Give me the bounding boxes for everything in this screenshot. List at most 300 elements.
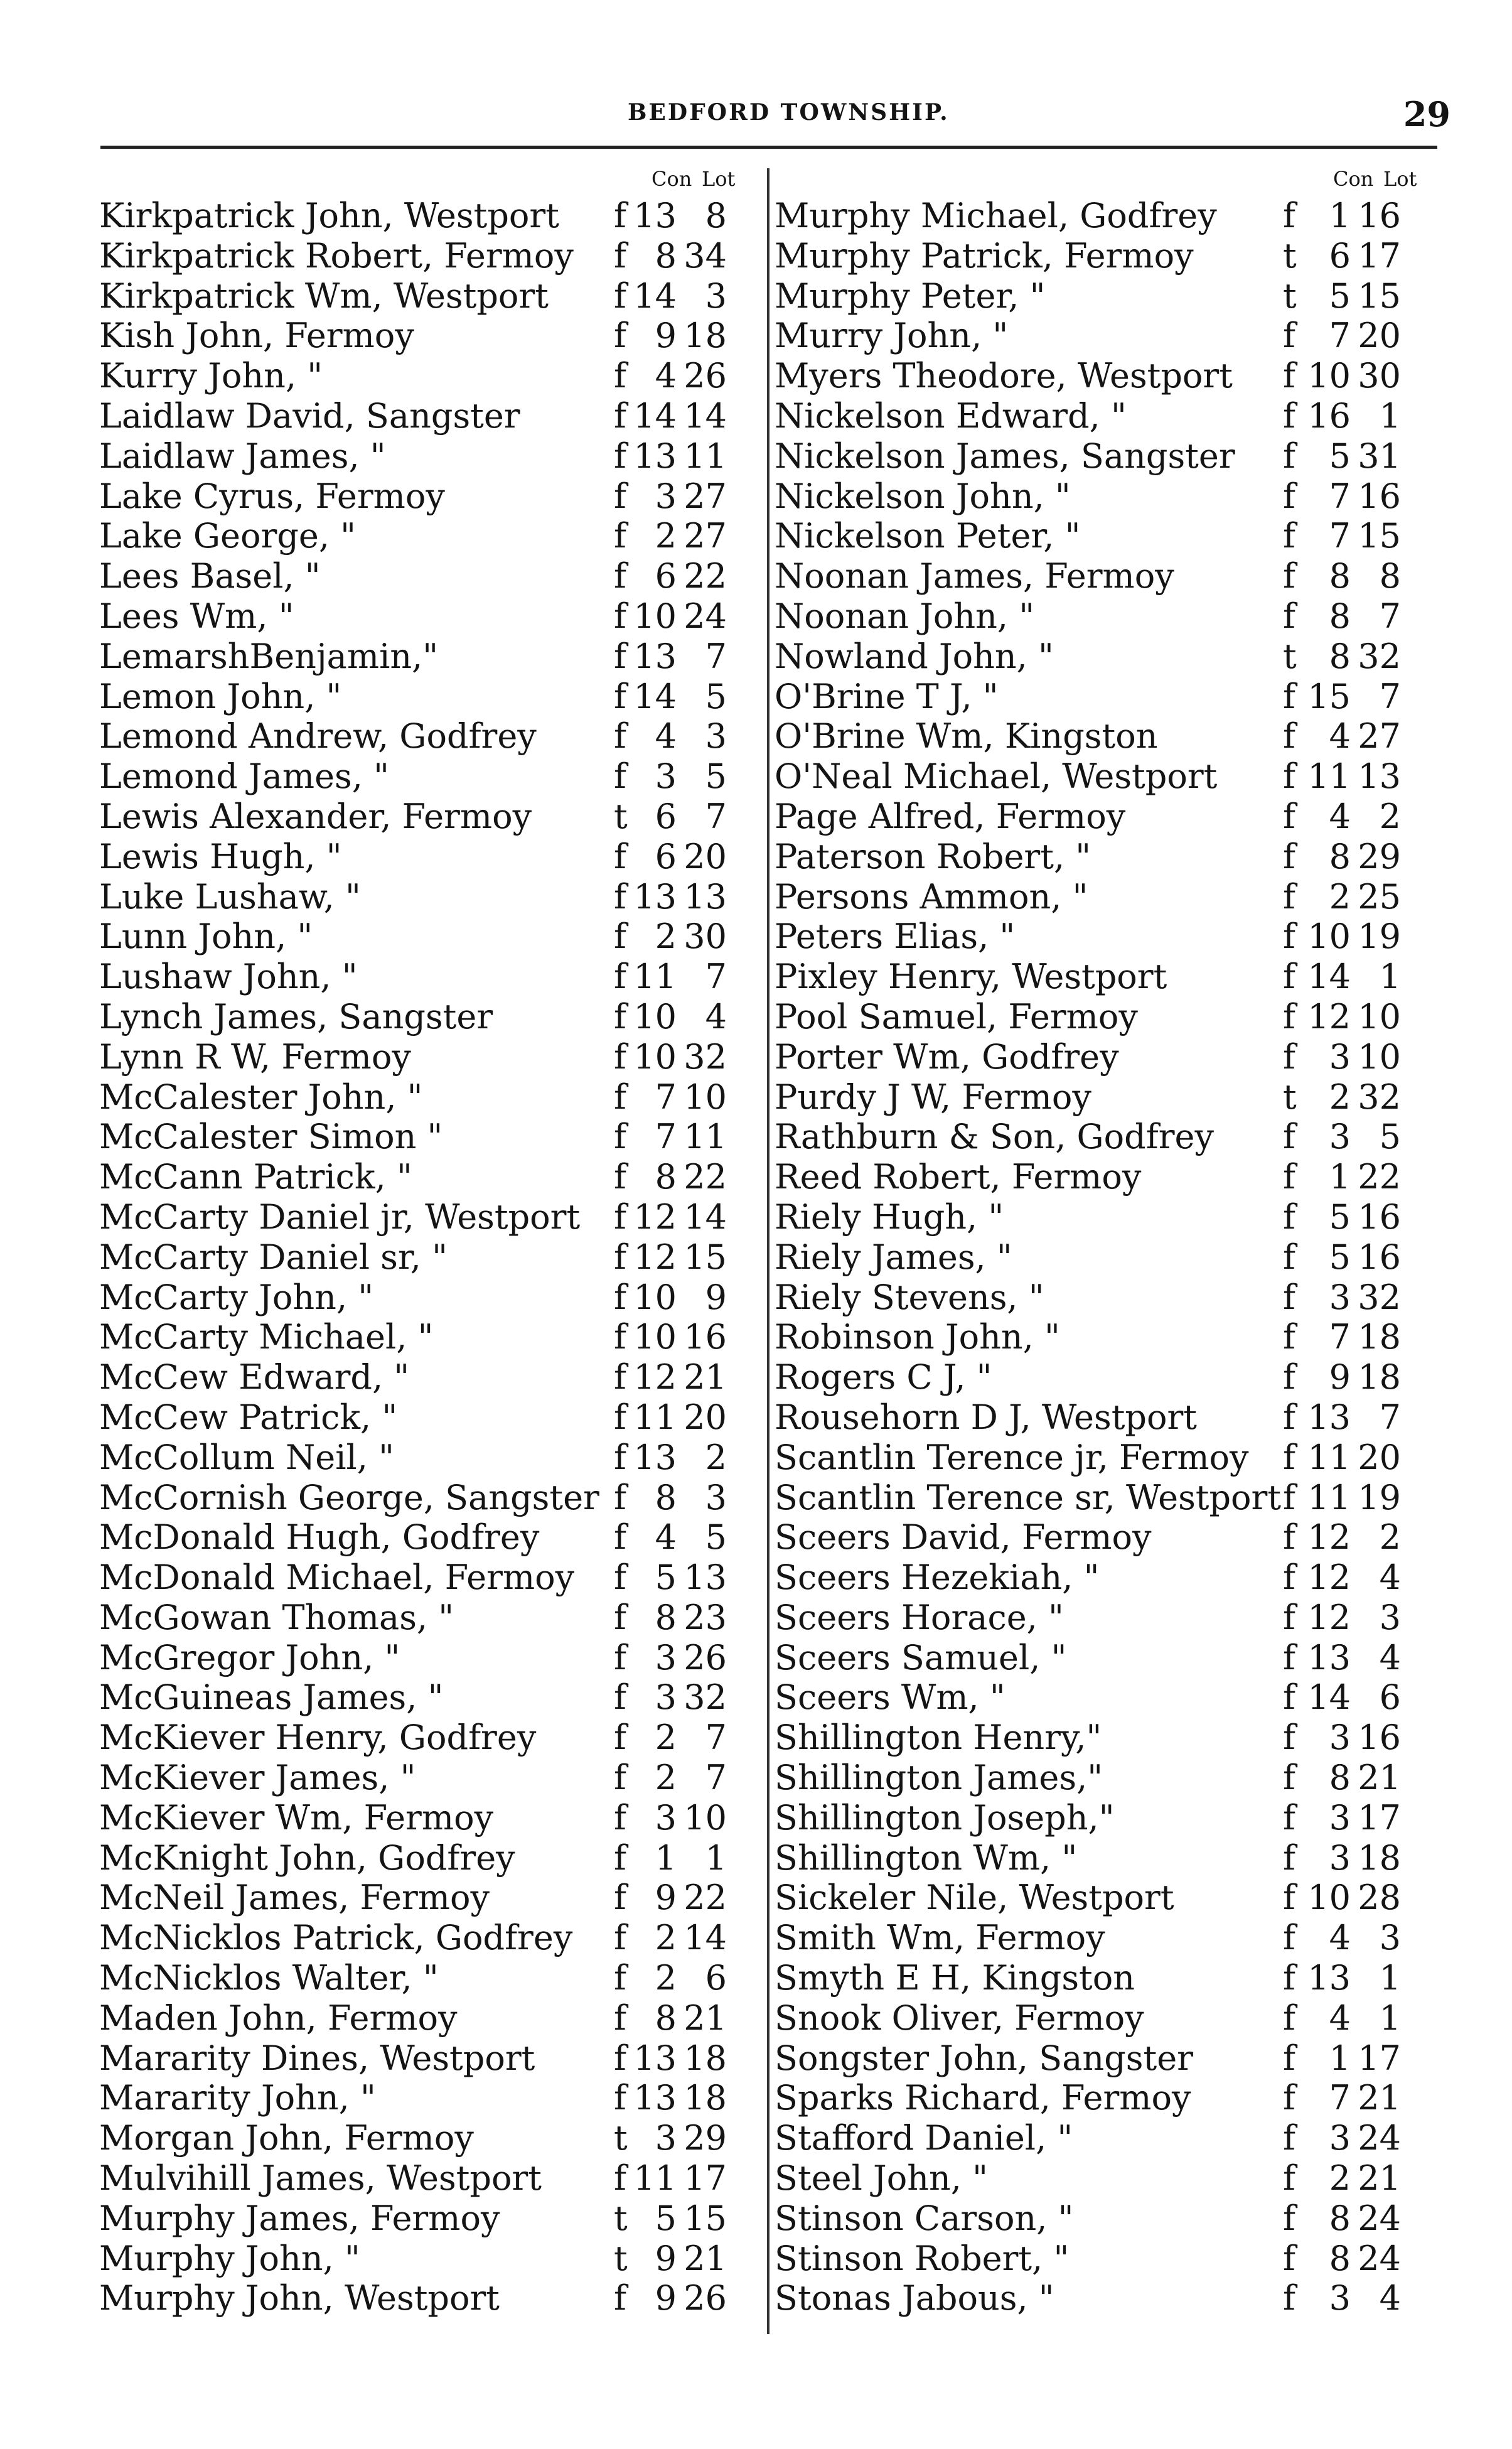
directory-entry [768,1355,1434,1395]
entry-concession: 2 [655,1758,677,1798]
entry-lot: 24 [1358,2118,1401,2158]
entry-lot: 27 [684,516,727,556]
directory-entry [768,714,1434,754]
entry-name: Scantlin Terence sr, Westport [775,1477,1282,1517]
entry-tenure: f [1283,1958,1295,1998]
entry-concession: 4 [1329,1998,1351,2038]
directory-entry [768,193,1434,234]
entry-name: Lemond Andrew, Godfrey [99,716,537,756]
entry-tenure: f [614,1157,626,1197]
entry-name: Rathburn & Son, Godfrey [775,1117,1214,1157]
entry-concession: 10 [1307,356,1351,396]
entry-concession: 5 [655,2198,677,2238]
entry-name: Mararity John, " [99,2078,376,2118]
entry-tenure: f [614,1558,626,1598]
directory-entry [768,1275,1434,1315]
entry-name: Shillington Joseph," [775,1797,1115,1838]
entry-tenure: f [1283,1237,1295,1277]
entry-concession: 11 [633,1397,677,1437]
entry-concession: 2 [1329,1077,1351,1117]
directory-entry [87,754,752,797]
entry-name: Lunn John, " [99,917,313,957]
entry-tenure: f [614,1718,626,1758]
entry-concession: 2 [1329,876,1351,917]
entry-name: Sparks Richard, Fermoy [775,2078,1191,2118]
entry-concession: 9 [655,2238,677,2278]
entry-concession: 3 [1329,1036,1351,1077]
directory-entry [768,353,1434,394]
entry-concession: 11 [1307,756,1351,797]
entry-name: Stinson Carson, " [775,2198,1074,2238]
directory-entry [87,875,752,915]
directory-entry [768,1635,1434,1676]
entry-tenure: f [1283,356,1295,396]
entry-concession: 13 [1307,1637,1351,1677]
entry-lot: 19 [1358,917,1401,957]
entry-lot: 7 [705,957,727,997]
entry-lot: 34 [684,235,727,276]
entry-lot: 21 [684,1357,727,1397]
directory-entry [87,1355,752,1395]
entry-lot: 7 [1379,676,1401,716]
entry-name: McKnight John, Godfrey [99,1838,515,1878]
entry-tenure: f [1283,716,1295,756]
entry-name: Sceers Samuel, " [775,1637,1067,1677]
entry-name: Kirkpatrick Wm, Westport [99,276,549,316]
entry-lot: 28 [1358,1878,1401,1918]
entry-concession: 7 [655,1117,677,1157]
entry-concession: 12 [633,1237,677,1277]
entry-tenure: f [1283,1517,1295,1558]
entry-name: Rogers C J, " [775,1357,992,1397]
entry-tenure: f [1283,676,1295,716]
directory-entry [768,394,1434,434]
entry-name: McCarty John, " [99,1277,374,1317]
directory-entry [87,1275,752,1315]
entry-tenure: f [614,1517,626,1558]
entry-lot: 10 [1358,1036,1401,1077]
entry-name: Lynch James, Sangster [99,996,493,1036]
entry-name: Murphy James, Fermoy [99,2198,500,2238]
entry-lot: 5 [705,756,727,797]
entry-lot: 21 [684,1998,727,2038]
entry-concession: 3 [1329,1117,1351,1157]
entry-lot: 4 [1379,2278,1401,2318]
entry-lot: 16 [1358,1197,1401,1237]
entry-lot: 6 [705,1958,727,1998]
entry-concession: 13 [633,2038,677,2078]
entry-tenure: f [614,1878,626,1918]
entry-concession: 9 [655,316,677,356]
directory-entry [87,514,752,554]
entry-lot: 17 [1358,1797,1401,1838]
entry-concession: 3 [655,1797,677,1838]
entry-name: Morgan John, Fermoy [99,2118,474,2158]
entry-lot: 18 [684,316,727,356]
entry-name: Riely Stevens, " [775,1277,1044,1317]
entry-lot: 21 [684,2238,727,2278]
entry-name: Murry John, " [775,316,1009,356]
entry-concession: 3 [1329,2118,1351,2158]
entry-lot: 30 [1358,356,1401,396]
entry-lot: 18 [1358,1317,1401,1357]
directory-entry [87,674,752,714]
entry-tenure: f [1283,1718,1295,1758]
entry-lot: 15 [1358,276,1401,316]
directory-entry [87,1555,752,1598]
directory-entry [87,313,752,356]
entry-name: Rousehorn D J, Westport [775,1397,1197,1437]
directory-entry [87,554,752,594]
entry-name: Murphy John, " [99,2238,360,2278]
entry-name: McKiever Wm, Fermoy [99,1797,494,1838]
directory-entry [768,434,1434,474]
entry-name: Lushaw John, " [99,957,358,997]
entry-concession: 8 [1329,2238,1351,2278]
entry-lot: 2 [1379,796,1401,836]
entry-concession: 3 [655,756,677,797]
entry-tenure: f [614,396,626,436]
entry-name: Riely James, " [775,1237,1012,1277]
right-column-header [768,163,1434,193]
entry-lot: 5 [705,676,727,716]
entry-lot: 3 [705,1477,727,1517]
entry-tenure: f [1283,436,1295,476]
directory-entry [768,914,1434,957]
directory-entry [768,1435,1434,1475]
directory-entry [768,1836,1434,1876]
directory-entry [768,1195,1434,1235]
entry-tenure: f [1283,917,1295,957]
directory-entry [87,474,752,514]
entry-tenure: f [614,596,626,636]
entry-lot: 32 [1358,1077,1401,1117]
entry-name: Nowland John, " [775,636,1054,676]
entry-tenure: f [614,756,626,797]
entry-name: Noonan John, " [775,596,1035,636]
entry-lot: 24 [1358,2238,1401,2278]
entry-tenure: f [614,1077,626,1117]
directory-entry [87,434,752,474]
directory-entry [768,2196,1434,2236]
directory-entry [768,1315,1434,1355]
directory-entry [87,1035,752,1075]
entry-name: Nickelson James, Sangster [775,436,1235,476]
entry-lot: 30 [684,917,727,957]
entry-tenure: f [614,1677,626,1718]
entry-concession: 5 [1329,1197,1351,1237]
entry-name: McGowan Thomas, " [99,1597,454,1637]
entry-name: Mararity Dines, Westport [99,2038,535,2078]
entry-name: McCarty Daniel jr, Westport [99,1197,581,1237]
entry-concession: 13 [633,436,677,476]
entry-tenure: f [614,1477,626,1517]
entry-name: Maden John, Fermoy [99,1998,458,2038]
entry-tenure: f [1283,1838,1295,1878]
entry-concession: 13 [633,636,677,676]
directory-entry [87,1075,752,1115]
entry-tenure: f [1283,476,1295,516]
entry-concession: 8 [655,235,677,276]
directory-entry [87,1315,752,1355]
entry-name: LemarshBenjamin," [99,636,439,676]
entry-name: McNeil James, Fermoy [99,1878,490,1918]
entry-concession: 4 [655,356,677,396]
directory-entry [768,1875,1434,1918]
entry-concession: 7 [1329,476,1351,516]
entry-concession: 3 [1329,1797,1351,1838]
entry-tenure: f [1283,957,1295,997]
entry-tenure: f [1283,516,1295,556]
directory-entry [768,1795,1434,1836]
entry-lot: 17 [1358,235,1401,276]
entry-name: McGregor John, " [99,1637,400,1677]
entry-concession: 8 [655,1477,677,1517]
entry-lot: 8 [1379,556,1401,596]
entry-concession: 1 [1329,1157,1351,1197]
entry-concession: 8 [1329,2198,1351,2238]
entry-lot: 18 [684,2038,727,2078]
entry-name: Porter Wm, Godfrey [775,1036,1119,1077]
entry-lot: 20 [1358,1437,1401,1477]
entry-name: Kirkpatrick Robert, Fermoy [99,235,574,276]
directory-entry [768,1595,1434,1635]
directory-entry [87,1475,752,1515]
entry-name: Sceers Wm, " [775,1677,1005,1718]
entry-lot: 14 [684,396,727,436]
directory-entry [768,514,1434,554]
entry-concession: 5 [1329,276,1351,316]
con-header: Con [1333,167,1374,191]
entry-tenure: f [614,1277,626,1317]
entry-tenure: f [1283,2038,1295,2078]
entry-lot: 24 [1358,2198,1401,2238]
directory-entry [87,1915,752,1956]
entry-lot: 4 [1379,1558,1401,1598]
entry-tenure: f [614,276,626,316]
entry-tenure: f [614,1797,626,1838]
entry-concession: 10 [633,1317,677,1357]
entry-name: Murphy Patrick, Fermoy [775,235,1194,276]
entry-lot: 2 [705,1437,727,1477]
directory-entry [87,634,752,674]
entry-tenure: f [1283,996,1295,1036]
entry-concession: 1 [1329,2038,1351,2078]
entry-concession: 15 [1307,676,1351,716]
lot-header: Lot [1383,167,1417,191]
entry-name: Nickelson John, " [775,476,1071,516]
entry-tenure: f [614,917,626,957]
entry-lot: 17 [684,2158,727,2199]
entry-name: Snook Oliver, Fermoy [775,1998,1144,2038]
entry-concession: 4 [655,1517,677,1558]
entry-lot: 11 [684,436,727,476]
entry-concession: 10 [1307,917,1351,957]
entry-tenure: f [614,476,626,516]
directory-entry [768,1915,1434,1956]
entry-concession: 14 [633,396,677,436]
directory-entry [768,1996,1434,2036]
entry-tenure: f [614,1758,626,1798]
entry-tenure: f [1283,1998,1295,2038]
directory-entry [87,1235,752,1275]
entry-name: McKiever James, " [99,1758,416,1798]
entry-tenure: f [1283,396,1295,436]
entry-lot: 8 [705,196,727,235]
entry-name: McCollum Neil, " [99,1437,394,1477]
directory-entry [87,1956,752,1996]
left-column-header [87,163,752,193]
entry-lot: 18 [1358,1357,1401,1397]
directory-entry [768,554,1434,594]
entry-lot: 26 [684,356,727,396]
entry-concession: 9 [1329,1357,1351,1397]
entry-concession: 6 [1329,235,1351,276]
directory-entry [87,2236,752,2276]
directory-entry [768,313,1434,356]
entry-tenure: f [614,1838,626,1878]
directory-entry [87,594,752,634]
entry-concession: 7 [1329,1317,1351,1357]
entry-name: Sceers Horace, " [775,1597,1064,1637]
directory-entry [768,594,1434,634]
entry-concession: 11 [633,957,677,997]
entry-name: Scantlin Terence jr, Fermoy [775,1437,1249,1477]
entry-lot: 3 [705,276,727,316]
entry-concession: 2 [655,1918,677,1958]
entry-name: Kirkpatrick John, Westport [99,196,559,235]
entry-concession: 12 [1307,1517,1351,1558]
entry-name: Murphy Peter, " [775,276,1046,316]
entry-concession: 8 [655,1157,677,1197]
entry-name: Lewis Alexander, Fermoy [99,796,532,836]
directory-entry [768,2036,1434,2076]
entry-concession: 12 [1307,1597,1351,1637]
left-column [87,163,752,2316]
directory-entry [87,2116,752,2156]
entry-lot: 5 [705,1517,727,1558]
entry-tenure: f [1283,2238,1295,2278]
directory-entry [87,794,752,834]
entry-lot: 7 [705,1758,727,1798]
entry-lot: 26 [684,1637,727,1677]
entry-tenure: f [614,1357,626,1397]
entry-lot: 32 [684,1677,727,1718]
entry-concession: 7 [1329,516,1351,556]
entry-tenure: f [1283,1758,1295,1798]
entry-lot: 9 [705,1277,727,1317]
entry-lot: 27 [1358,716,1401,756]
directory-entry [87,994,752,1035]
entry-concession: 13 [633,196,677,235]
directory-entry [768,634,1434,674]
entry-lot: 10 [684,1797,727,1838]
entry-concession: 10 [633,1277,677,1317]
entry-name: Lemond James, " [99,756,389,797]
entry-tenure: f [614,716,626,756]
entry-tenure: f [614,436,626,476]
entry-name: McCann Patrick, " [99,1157,412,1197]
directory-entry [768,1235,1434,1275]
entry-tenure: f [1283,796,1295,836]
directory-entry [87,274,752,314]
directory-entry [87,1795,752,1836]
directory-entry [768,1075,1434,1115]
entry-concession: 2 [655,516,677,556]
entry-name: McDonald Hugh, Godfrey [99,1517,540,1558]
entry-concession: 14 [1307,957,1351,997]
entry-name: Songster John, Sangster [775,2038,1193,2078]
directory-entry [87,834,752,875]
entry-concession: 12 [1307,996,1351,1036]
directory-entry [768,2236,1434,2276]
directory-entry [768,274,1434,314]
entry-tenure: f [614,957,626,997]
directory-entry [87,954,752,997]
entry-concession: 13 [1307,1397,1351,1437]
entry-concession: 3 [655,1677,677,1718]
directory-entry [87,2075,752,2116]
directory-entry [768,1555,1434,1598]
entry-concession: 8 [1329,556,1351,596]
entry-lot: 21 [1358,2078,1401,2118]
directory-entry [768,1675,1434,1718]
entry-lot: 1 [1379,957,1401,997]
directory-entry [87,394,752,434]
entry-concession: 3 [1329,1718,1351,1758]
directory-entry [87,1996,752,2036]
entry-lot: 22 [684,1157,727,1197]
entry-lot: 20 [1358,316,1401,356]
entry-concession: 12 [633,1357,677,1397]
entry-name: Lees Basel, " [99,556,321,596]
entry-name: Mulvihill James, Westport [99,2158,542,2199]
entry-tenure: t [1283,276,1297,316]
entry-name: Lake Cyrus, Fermoy [99,476,445,516]
entry-tenure: f [1283,1637,1295,1677]
entry-concession: 7 [1329,316,1351,356]
directory-entry [87,914,752,957]
entry-concession: 14 [633,676,677,716]
entry-tenure: f [614,1998,626,2038]
entry-concession: 8 [1329,1758,1351,1798]
entry-tenure: f [1283,316,1295,356]
entry-lot: 21 [1358,2158,1401,2199]
header-rule [100,146,1437,149]
con-header: Con [651,167,692,191]
entry-lot: 25 [1358,876,1401,917]
entry-tenure: f [1283,1397,1295,1437]
entry-lot: 27 [684,476,727,516]
entry-name: McCew Patrick, " [99,1397,398,1437]
entry-tenure: f [614,516,626,556]
entry-lot: 14 [684,1197,727,1237]
entry-concession: 6 [655,556,677,596]
entry-name: Reed Robert, Fermoy [775,1157,1142,1197]
entry-lot: 29 [684,2118,727,2158]
entry-lot: 32 [684,1036,727,1077]
entry-concession: 9 [655,2278,677,2318]
entry-lot: 15 [684,1237,727,1277]
entry-concession: 2 [1329,2158,1351,2199]
entry-tenure: f [1283,2078,1295,2118]
entry-lot: 22 [684,1878,727,1918]
entry-concession: 6 [655,796,677,836]
entry-name: McCalester John, " [99,1077,423,1117]
directory-entry [768,2075,1434,2116]
entry-lot: 10 [1358,996,1401,1036]
entry-concession: 11 [633,2158,677,2199]
